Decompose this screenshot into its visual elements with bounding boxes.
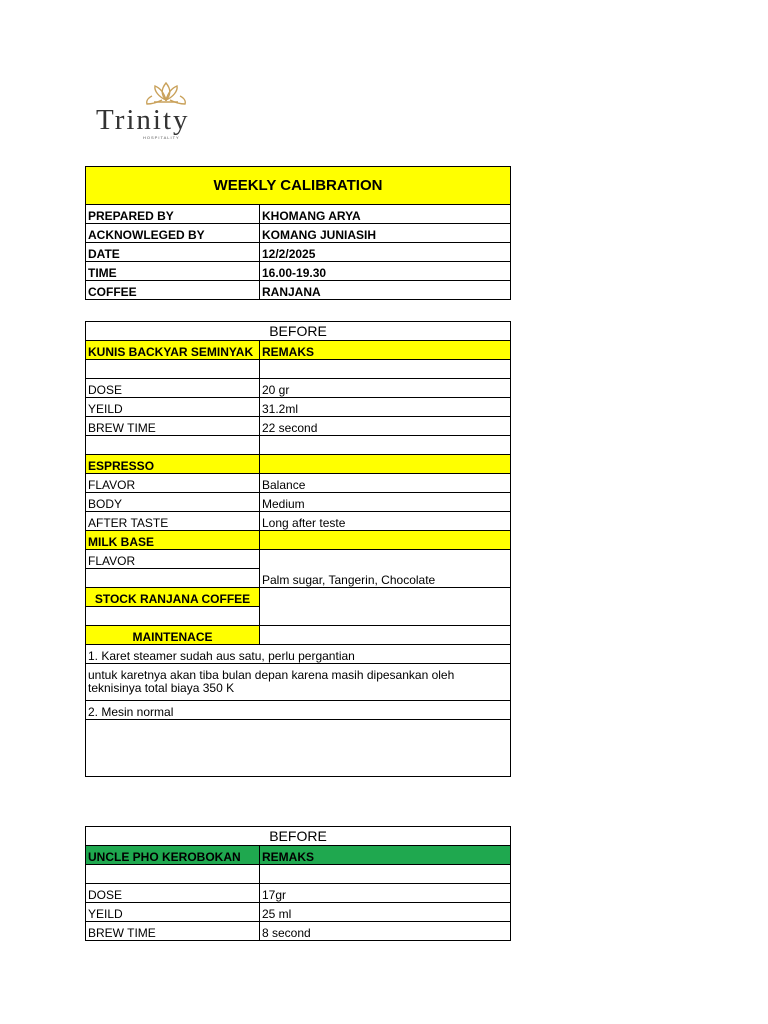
empty-cell (260, 360, 511, 379)
yield-value: 25 ml (260, 903, 511, 922)
section-heading: BEFORE (86, 322, 511, 341)
milk-flavor-label: FLAVOR (86, 550, 260, 569)
after-taste-value: Long after teste (260, 512, 511, 531)
time-value: 16.00-19.30 (260, 262, 511, 281)
brew-time-label: BREW TIME (86, 417, 260, 436)
dose-label: DOSE (86, 379, 260, 398)
body-label: BODY (86, 493, 260, 512)
table-row (86, 903, 511, 922)
table-row (86, 493, 511, 512)
coffee-value: RANJANA (260, 281, 511, 300)
dose-label: DOSE (86, 884, 260, 903)
date-value: 12/2/2025 (260, 243, 511, 262)
brew-time-label: BREW TIME (86, 922, 260, 941)
acknowledged-by-value: KOMANG JUNIASIH (260, 224, 511, 243)
maintenance-note-2: 2. Mesin normal (86, 701, 511, 720)
empty-cell (86, 360, 260, 379)
flavor-value: Balance (260, 474, 511, 493)
maintenance-note-1: 1. Karet steamer sudah aus satu, perlu pergantian (86, 645, 511, 664)
yield-value: 31.2ml (260, 398, 511, 417)
prepared-by-label: PREPARED BY (86, 205, 260, 224)
espresso-label: ESPRESSO (86, 455, 260, 474)
time-label: TIME (86, 262, 260, 281)
empty-cell (86, 569, 260, 588)
table-row (86, 205, 511, 224)
calibration-section-kunis (85, 321, 511, 777)
table-row (86, 884, 511, 903)
maintenance-label: MAINTENACE (86, 626, 260, 645)
acknowledged-by-label: ACKNOWLEGED BY (86, 224, 260, 243)
table-row (86, 417, 511, 436)
page-title: WEEKLY CALIBRATION (86, 167, 511, 205)
maintenance-note-1-detail: untuk karetnya akan tiba bulan depan karena masih dipesankan oleh teknisinya total biaya 350 K (86, 664, 511, 701)
milk-base-label: MILK BASE (86, 531, 260, 550)
dose-value: 17gr (260, 884, 511, 903)
empty-cell (260, 436, 511, 455)
logo-wordmark: Trinity (96, 104, 190, 136)
table-row (86, 243, 511, 262)
location-label: KUNIS BACKYAR SEMINYAK (86, 341, 260, 360)
remarks-label: REMAKS (260, 846, 511, 865)
empty-cell (86, 436, 260, 455)
empty-cell (86, 607, 260, 626)
body-value: Medium (260, 493, 511, 512)
yield-label: YEILD (86, 903, 260, 922)
table-row (86, 922, 511, 941)
brew-time-value: 22 second (260, 417, 511, 436)
flavor-label: FLAVOR (86, 474, 260, 493)
empty-cell (86, 865, 260, 884)
table-row (86, 474, 511, 493)
remarks-label: REMAKS (260, 341, 511, 360)
coffee-label: COFFEE (86, 281, 260, 300)
trinity-logo (96, 80, 238, 140)
empty-cell (260, 455, 511, 474)
dose-value: 20 gr (260, 379, 511, 398)
table-row (86, 379, 511, 398)
prepared-by-value: KHOMANG ARYA (260, 205, 511, 224)
empty-cell (260, 588, 511, 626)
table-row (86, 262, 511, 281)
stock-label: STOCK RANJANA COFFEE (86, 588, 260, 607)
after-taste-label: AFTER TASTE (86, 512, 260, 531)
brew-time-value: 8 second (260, 922, 511, 941)
milk-flavor-value: Palm sugar, Tangerin, Chocolate (260, 550, 511, 588)
empty-notes-area (86, 720, 511, 777)
table-row (86, 398, 511, 417)
date-label: DATE (86, 243, 260, 262)
table-row (86, 281, 511, 300)
calibration-section-uncle-pho (85, 826, 511, 941)
location-label: UNCLE PHO KEROBOKAN (86, 846, 260, 865)
yield-label: YEILD (86, 398, 260, 417)
logo-subtitle: HOSPITALITY (143, 135, 180, 140)
table-row (86, 512, 511, 531)
calibration-header-table (85, 166, 511, 300)
section-heading: BEFORE (86, 827, 511, 846)
table-row (86, 224, 511, 243)
empty-cell (260, 626, 511, 645)
empty-cell (260, 531, 511, 550)
empty-cell (260, 865, 511, 884)
